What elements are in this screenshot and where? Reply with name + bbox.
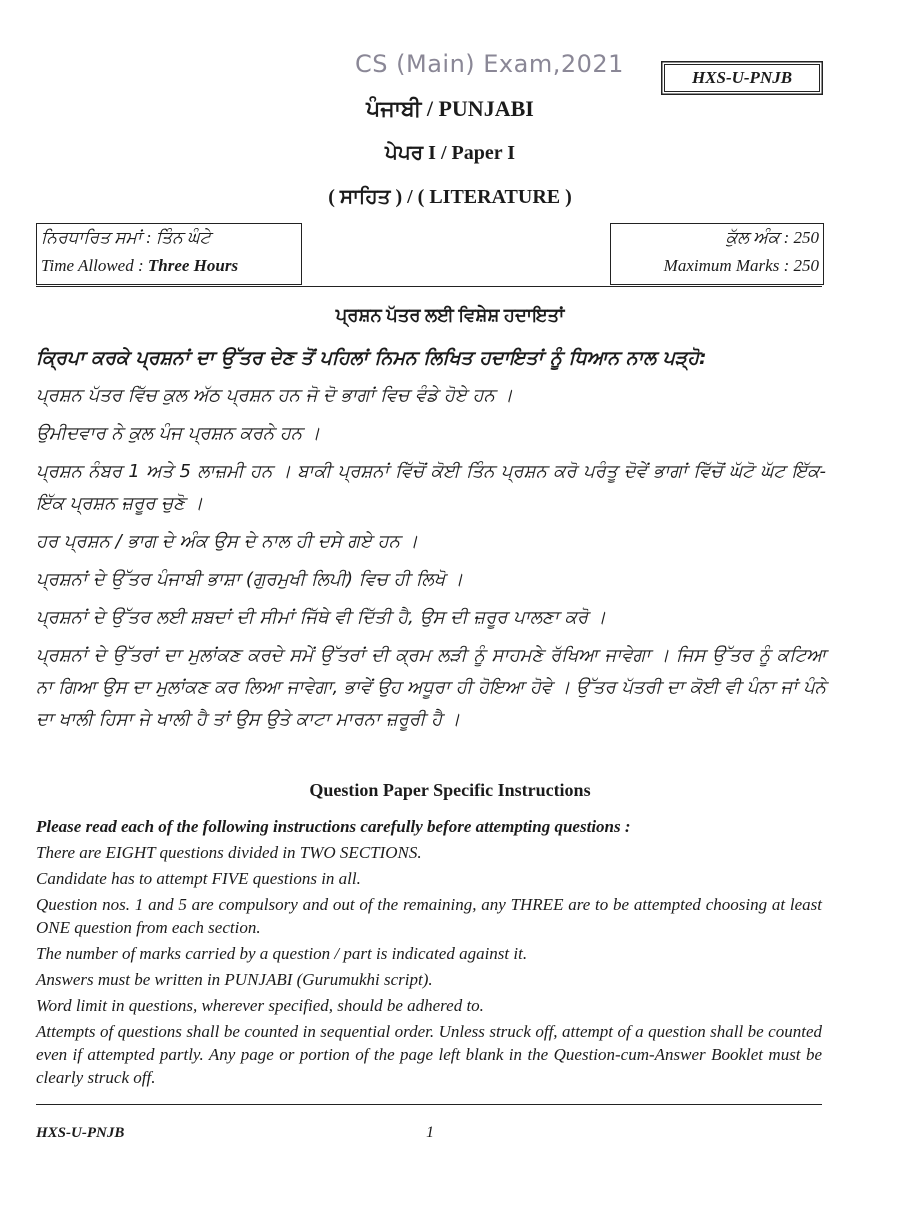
maximum-marks-pa: ਕੁੱਲ ਅੰਕ : 250	[725, 228, 819, 247]
en-instruction-item: Answers must be written in PUNJABI (Gurumukhi script).	[36, 970, 433, 989]
en-instructions-heading: Question Paper Specific Instructions	[309, 780, 591, 800]
time-allowed-box	[36, 223, 302, 285]
maximum-marks-en: Maximum Marks : 250	[663, 256, 819, 275]
en-instruction-item: Attempts of questions shall be counted in sequential order. Unless struck off, attempt of a question shall be counted even if attempted partly. Any page or portion of the page left blank in the Question-cum-Answer Booklet must be clearly struck off.	[36, 1022, 822, 1087]
en-instruction-item: There are EIGHT questions divided in TWO SECTIONS.	[36, 843, 422, 862]
pa-instructions	[36, 342, 826, 742]
top-divider	[36, 286, 822, 287]
exam-stamp: CS (Main) Exam,2021	[355, 50, 624, 78]
time-allowed-value: Three Hours	[147, 256, 239, 275]
pa-instruction-item: ਪ੍ਰਸ਼ਨਾਂ ਦੇ ਉੱਤਰ ਪੰਜਾਬੀ ਭਾਸ਼ਾ (ਗੁਰਮੁਖੀ ਲਿਪੀ) ਵਿਚ ਹੀ ਲਿਖੋ ।	[36, 569, 464, 590]
en-instruction-item: Candidate has to attempt FIVE questions in all.	[36, 869, 361, 888]
footer-paper-code: HXS-U-PNJB	[36, 1125, 125, 1141]
pa-instructions-lead: ਕ੍ਰਿਪਾ ਕਰਕੇ ਪ੍ਰਸ਼ਨਾਂ ਦਾ ਉੱਤਰ ਦੇਣ ਤੋਂ ਪਹਿਲਾਂ ਨਿਮਨ ਲਿਖਿਤ ਹਦਾਇਤਾਂ ਨੂੰ ਧਿਆਨ ਨਾਲ ਪੜ੍ਹੋ:	[36, 347, 707, 369]
maximum-marks-box	[610, 223, 824, 285]
pa-instruction-item: ਹਰ ਪ੍ਰਸ਼ਨ / ਭਾਗ ਦੇ ਅੰਕ ਉਸ ਦੇ ਨਾਲ ਹੀ ਦਸੇ ਗਏ ਹਨ ।	[36, 531, 418, 552]
pa-instruction-item: ਪ੍ਰਸ਼ਨਾਂ ਦੇ ਉੱਤਰ ਲਈ ਸ਼ਬਦਾਂ ਦੀ ਸੀਮਾਂ ਜਿੱਥੇ ਵੀ ਦਿੱਤੀ ਹੈ, ਉਸ ਦੀ ਜ਼ਰੂਰ ਪਾਲਣਾ ਕਰੋ ।	[36, 607, 606, 628]
bottom-divider	[36, 1104, 822, 1105]
pa-instructions-heading: ਪ੍ਰਸ਼ਨ ਪੱਤਰ ਲਈ ਵਿਸ਼ੇਸ਼ ਹਦਾਇਤਾਂ	[335, 305, 565, 325]
time-allowed-pa: ਨਿਰਧਾਰਿਤ ਸਮਾਂ : ਤਿੰਨ ਘੰਟੇ	[41, 228, 211, 247]
subject-title: ਪੰਜਾਬੀ / PUNJABI	[366, 96, 534, 121]
en-instructions-lead: Please read each of the following instructions carefully before attempting questions :	[36, 817, 631, 836]
time-allowed-label: Time Allowed :	[41, 256, 148, 275]
page-number: 1	[426, 1124, 434, 1141]
en-instruction-item: The number of marks carried by a question / part is indicated against it.	[36, 944, 528, 963]
en-instructions	[36, 815, 822, 1092]
en-instruction-item: Word limit in questions, wherever specified, should be adhered to.	[36, 996, 484, 1015]
en-instruction-item: Question nos. 1 and 5 are compulsory and out of the remaining, any THREE are to be attempted choosing at least ONE question from each section.	[36, 895, 822, 937]
pa-instruction-item: ਪ੍ਰਸ਼ਨ ਨੰਬਰ 1 ਅਤੇ 5 ਲਾਜ਼ਮੀ ਹਨ । ਬਾਕੀ ਪ੍ਰਸ਼ਨਾਂ ਵਿੱਚੋਂ ਕੋਈ ਤਿੰਨ ਪ੍ਰਸ਼ਨ ਕਰੋ ਪਰੰਤੂ ਦੋਵੇਂ ਭਾਗਾਂ ਵਿੱਚੋਂ ਘੱਟੋ ਘੱਟ ਇੱਕ-ਇੱਕ ਪ੍ਰਸ਼ਨ ਜ਼ਰੂਰ ਚੁਣੋ ।	[36, 461, 826, 514]
part-title: ( ਸਾਹਿਤ ) / ( LITERATURE )	[328, 186, 572, 208]
pa-instruction-item: ਉਮੀਦਵਾਰ ਨੇ ਕੁਲ ਪੰਜ ਪ੍ਰਸ਼ਨ ਕਰਨੇ ਹਨ ।	[36, 423, 321, 444]
time-allowed-en	[41, 252, 301, 280]
pa-instruction-item: ਪ੍ਰਸ਼ਨਾਂ ਦੇ ਉੱਤਰਾਂ ਦਾ ਮੁਲਾਂਕਣ ਕਰਦੇ ਸਮੇਂ ਉੱਤਰਾਂ ਦੀ ਕ੍ਰਮ ਲੜੀ ਨੂੰ ਸਾਹਮਣੇ ਰੱਖਿਆ ਜਾਵੇਗਾ । ਜਿਸ ਉੱਤਰ ਨੂੰ ਕਟਿਆ ਨਾ ਗਿਆ ਉਸ ਦਾ ਮੁਲਾਂਕਣ ਕਰ ਲਿਆ ਜਾਵੇਗਾ, ਭਾਵੇਂ ਉਹ ਅਧੂਰਾ ਹੀ ਹੋਇਆ ਹੋਵੇ । ਉੱਤਰ ਪੱਤਰੀ ਦਾ ਕੋਈ ਵੀ ਪੰਨਾ ਜਾਂ ਪੰਨੇ ਦਾ ਖਾਲੀ ਹਿਸਾ ਜੇ ਖਾਲੀ ਹੈ ਤਾਂ ਉਸ ਉਤੇ ਕਾਟਾ ਮਾਰਨਾ ਜ਼ਰੂਰੀ ਹੈ ।	[36, 645, 826, 730]
pa-instruction-item: ਪ੍ਰਸ਼ਨ ਪੱਤਰ ਵਿੱਚ ਕੁਲ ਅੱਠ ਪ੍ਰਸ਼ਨ ਹਨ ਜੋ ਦੋ ਭਾਗਾਂ ਵਿਚ ਵੰਡੇ ਹੋਏ ਹਨ ।	[36, 385, 513, 406]
paper-title: ਪੇਪਰ I / Paper I	[384, 142, 516, 164]
paper-code-box: HXS-U-PNJB	[664, 64, 820, 92]
